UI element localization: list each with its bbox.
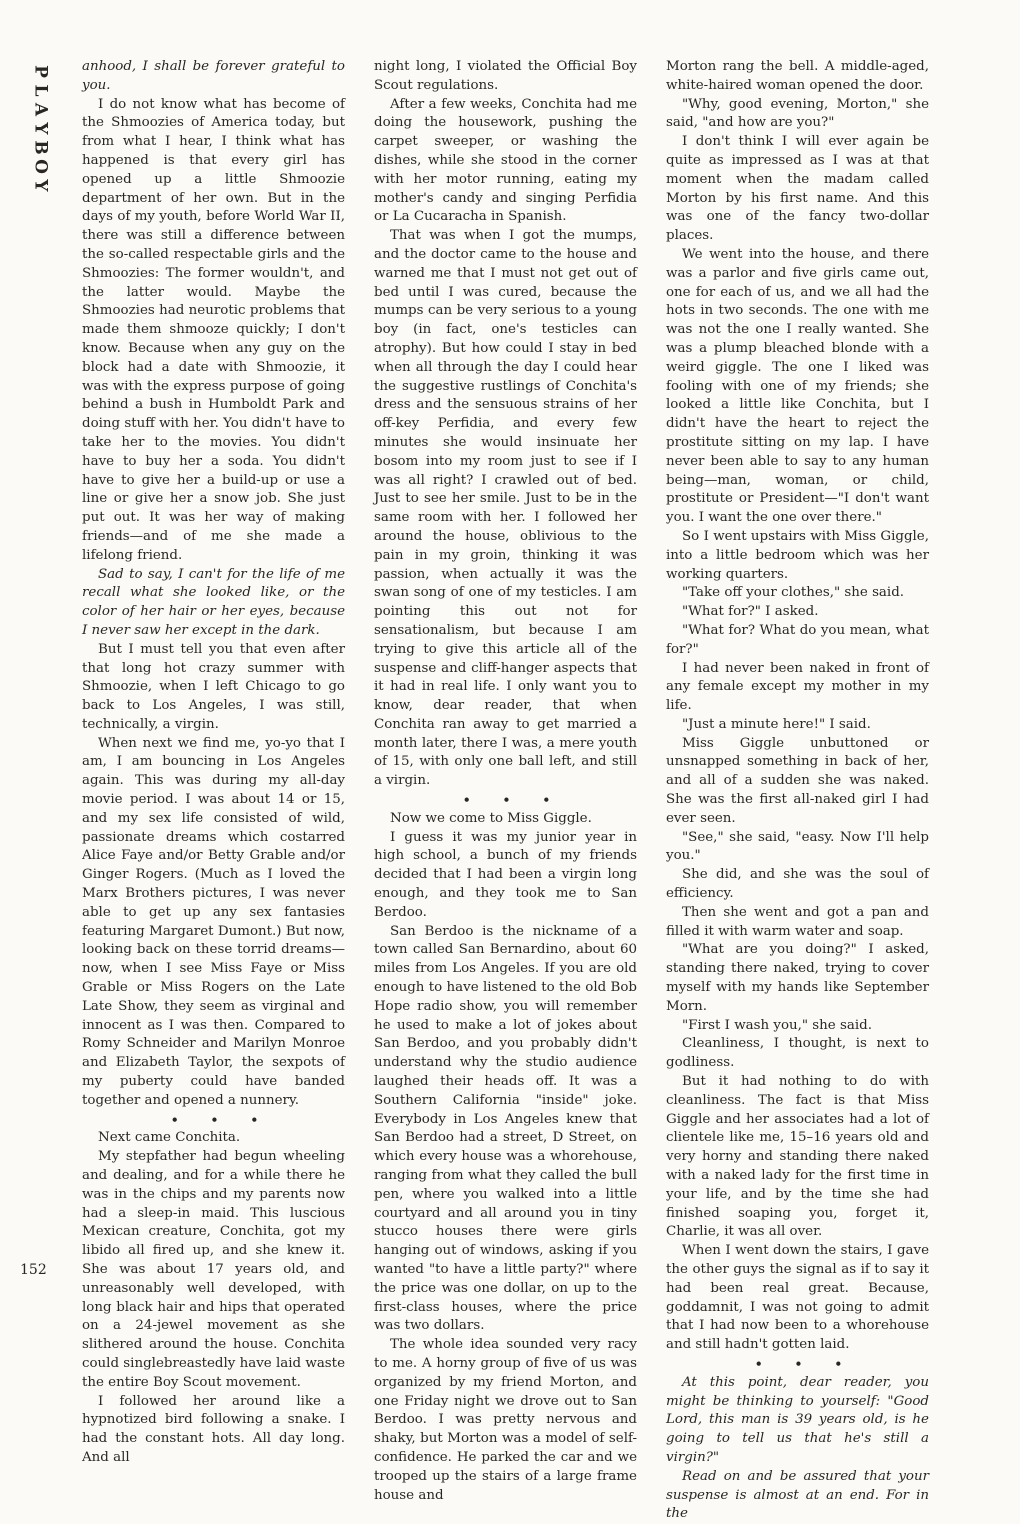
paragraph: When next we find me, yo-yo that I am, I am bouncing in Los Angeles again. This was during my all-day movie period. I was about 14 or 15, and my sex life consisted of wild, passionate dreams which costarred Alice Faye and/or Betty Grable and/or Ginger Rogers. (Much as I loved the Marx Brothers pictures, I was never able to get up any sex fantasies featuring Margaret Dumont.) But now, looking back on these torrid dreams—now, when I see Miss Faye or Miss Grable or Miss Rogers on the Late Late Show, they seem as virginal and innocent as I was then. Compared to Romy Schneider and Marilyn Monroe and Elizabeth Taylor, the sexpots of my puberty could have banded together and opened a nunnery. [82, 735, 345, 1108]
paragraph: Sad to say, I can't for the life of me recall what she looked like, or the color of her hair or her eyes, because I never saw her except in the dark. [82, 566, 345, 638]
paragraph: Then she went and got a pan and filled it with warm water and soap. [666, 904, 929, 939]
paragraph: At this point, dear reader, you might be thinking to yourself: "Good Lord, this man is 39 years old, is he going to tell us that he's still a virgin?" [666, 1374, 929, 1465]
paragraph: "Take off your clothes," she said. [682, 585, 905, 601]
paragraph: After a few weeks, Conchita had me doing the housework, pushing the carpet sweeper, or washing the dishes, while she stood in the corner with her motor running, eating my mother's candy and singing Perfidia or La Cucaracha in Spanish. [374, 96, 637, 225]
paragraph: anhood, I shall be forever grateful to you. [82, 59, 345, 93]
paragraph: Read on and be assured that your suspense is almost at an end. For in the [666, 1468, 929, 1522]
paragraph: I do not know what has become of the Shmoozies of America today, but from what I hear, I think what has happened is that every girl has opened up a little Shmoozie department of her own. But in the days of my youth, before World War II, there was still a difference between the so-called respectable girls and the Shmoozies: The former wouldn't, and the latter would. Maybe the Shmoozies had neurotic problems that made them shmooze quickly; I don't know. Because when any guy on the block had a date with Shmoozie, it was with the express purpose of going behind a bush in Humboldt Park and doing stuff with her. You didn't have to take her to the movies. You didn't have to buy her a soda. You didn't have to give her a build-up or use a line or give her a snow job. She just put out. It was her way of making friends—and of me she made a lifelong friend. [82, 96, 345, 563]
paragraph: "Why, good evening, Morton," she said, "and how are you?" [666, 96, 929, 131]
paragraph: I don't think I will ever again be quite as impressed as I was at that moment when the madam called Morton by his first name. And this was one of the fancy two-dollar places. [666, 134, 929, 244]
paragraph: I had never been naked in front of any female except my mother in my life. [666, 660, 929, 714]
paragraph: Cleanliness, I thought, is next to godliness. [666, 1036, 929, 1071]
paragraph: Miss Giggle unbuttoned or unsnapped something in back of her, and all of a sudden she was naked. She was the first all-naked girl I had ever seen. [666, 735, 929, 826]
magazine-letter: O [30, 159, 51, 174]
paragraph: "What for?" I asked. [682, 604, 819, 620]
paragraph: When I went down the stairs, I gave the other guys the signal as if to say it had been real great. Because, goddamnit, I was not going to admit that I had now been to a whorehouse and still hadn't gotten laid. [666, 1243, 929, 1353]
page-number: 152 [20, 1262, 47, 1278]
section-break: • • • [170, 1112, 273, 1127]
paragraph: My stepfather had begun wheeling and dealing, and for a while there he was in the chips and my parents now had a sleep-in maid. This luscious Mexican creature, Conchita, got my libido all fired up, and she knew it. She was about 17 years old, and unreasonably well developed, with long black hair and hips that operated on a 24-jewel movement as she slithered around the house. Conchita could singlebreastedly have laid waste the entire Boy Scout movement. [82, 1149, 345, 1390]
paragraph: "First I wash you," she said. [682, 1017, 872, 1033]
paragraph: night long, I violated the Official Boy Scout regulations. [374, 59, 637, 93]
paragraph: I guess it was my junior year in high school, a bunch of my friends decided that I had been a virgin long enough, and they took me to San Berdoo. [374, 829, 637, 920]
paragraph: So I went upstairs with Miss Giggle, into a little bedroom which was her working quarters. [666, 528, 929, 582]
paragraph: "What for? What do you mean, what for?" [666, 622, 929, 657]
magazine-letter: L [30, 84, 51, 97]
magazine-letter: Y [30, 179, 51, 192]
paragraph: That was when I got the mumps, and the doctor came to the house and warned me that I must not get out of bed until I was cured, because the mumps can be very serious to a young boy (in fact, one's testicles can atrophy). But how could I stay in bed when all through the day I could hear the suggestive rustlings of Conchita's dress and the sensuous strains of her off-key Perfidia, and every few minutes she would insinuate her bosom into my room just to see if I was all right? I crawled out of bed. Just to see her smile. Just to be in the same room with her. I followed her around the house, oblivious to the pain in my groin, thinking it was passion, when actually it was the swan song of one of my testicles. I am pointing this out not for sensationalism, but because I am trying to give this article all of the suspense and cliff-hanger aspects that it had in real life. I only want you to know, dear reader, that when Conchita ran away to get married a month later, there I was, a mere youth of 15, with only one ball left, and still a virgin. [374, 228, 637, 789]
paragraph: But I must tell you that even after that long hot crazy summer with Shmoozie, when I left Chicago to go back to Los Angeles, I was still, technically, a virgin. [82, 641, 345, 732]
magazine-letter: Y [30, 122, 51, 135]
section-break: • • • [462, 793, 565, 808]
article-column-1 [82, 58, 345, 1468]
paragraph: San Berdoo is the nickname of a town called San Bernardino, about 60 miles from Los Angeles. If you are old enough to have listened to the old Bob Hope radio show, you will remember he used to make a lot of jokes about San Berdoo, and you probably didn't understand why the studio audience laughed their heads off. It was a Southern California "inside" joke. Everybody in Los Angeles knew that San Berdoo had a street, D Street, on which every house was a whorehouse, ranging from what they called the bull pen, where you walked into a little courtyard and all around you in tiny stucco houses there were girls hanging out of windows, asking if you wanted "to have a little party?" where the price was one dollar, on up to the first-class houses, where the price was two dollars. [374, 923, 637, 1334]
paragraph: Morton rang the bell. A middle-aged, white-haired woman opened the door. [666, 59, 929, 93]
paragraph: She did, and she was the soul of efficiency. [666, 867, 929, 902]
magazine-letter: B [30, 140, 51, 155]
article-column-2 [374, 58, 637, 1505]
paragraph: We went into the house, and there was a parlor and five girls came out, one for each of us, and we all had the hots in two seconds. The one with me was not the one I really wanted. She was a plump bleached blonde with a weird giggle. The one I liked was fooling with one of my friends; she looked a little like Conchita, but I didn't have the heart to reject the prostitute sitting on my lap. I have never been able to say to any human being—man, woman, or child, prostitute or President—"I don't want you. I want the one over there." [666, 246, 929, 526]
article-column-3 [666, 58, 929, 1524]
paragraph: "See," she said, "easy. Now I'll help you." [666, 829, 929, 864]
paragraph: But it had nothing to do with cleanliness. The fact is that Miss Giggle and her associates had a lot of clientele like me, 15–16 years old and very horny and standing there naked with a naked lady for the first time in your life, and by the time she had finished soaping you, forget it, Charlie, it was all over. [666, 1074, 929, 1240]
magazine-name-vertical [30, 62, 50, 195]
paragraph: "Just a minute here!" I said. [682, 716, 871, 732]
magazine-letter: P [30, 65, 51, 78]
section-break: • • • [754, 1356, 857, 1371]
magazine-letter: A [30, 102, 51, 117]
paragraph: Next came Conchita. [98, 1130, 241, 1146]
paragraph: "What are you doing?" I asked, standing there naked, trying to cover myself with my hands like September Morn. [666, 942, 929, 1014]
paragraph: The whole idea sounded very racy to me. A horny group of five of us was organized by my friend Morton, and one Friday night we drove out to San Berdoo. I was pretty nervous and shaky, but Morton was a model of self-confidence. He parked the car and we trooped up the stairs of a large frame house and [374, 1337, 637, 1503]
paragraph: Now we come to Miss Giggle. [390, 810, 592, 826]
paragraph: I followed her around like a hypnotized bird following a snake. I had the constant hots. All day long. And all [82, 1393, 345, 1465]
